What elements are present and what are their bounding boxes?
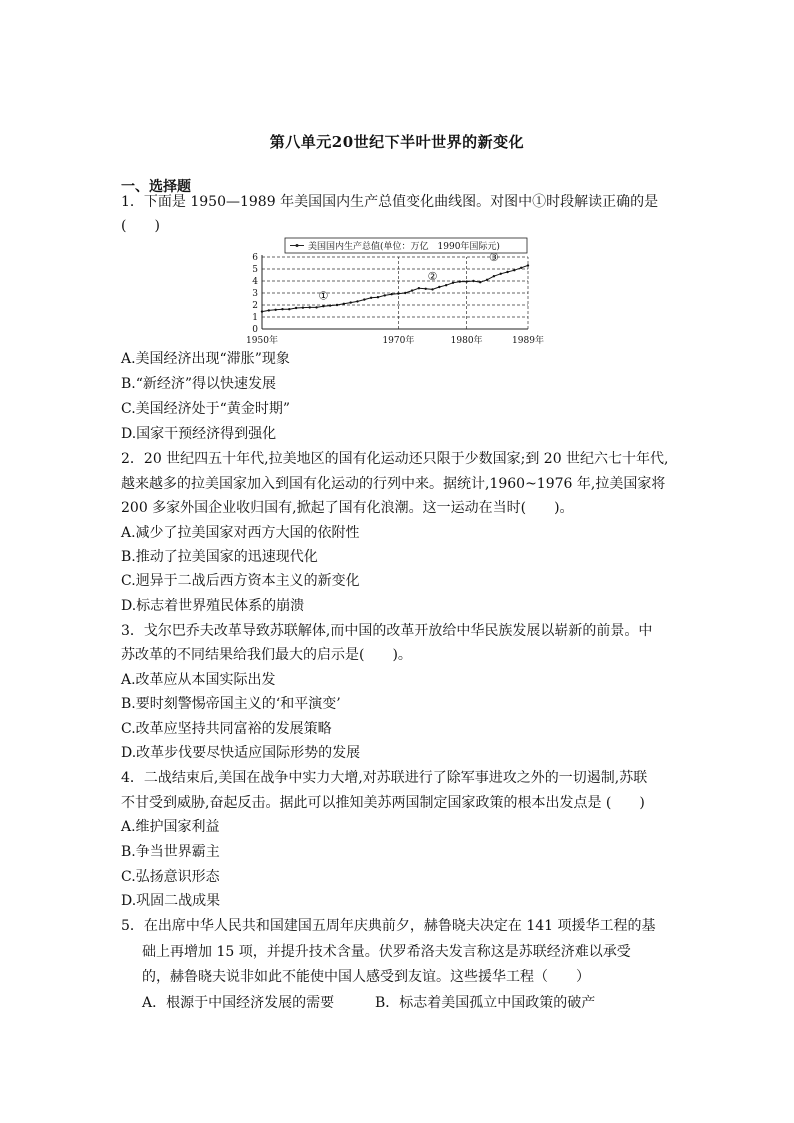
y-tick-label-3: 3 — [252, 289, 258, 299]
q2-stem-line-3: 200 多家外国企业收归国有,掀起了国有化浪潮。这一运动在当时( )。 — [121, 500, 574, 516]
gdp-point-1977 — [445, 284, 447, 286]
gdp-point-1980 — [465, 280, 467, 282]
q5-stem-line-2: 础上再增加 15 项，并提升技术含量。伏罗希洛夫发言称这是苏联经济难以承受 — [142, 944, 631, 960]
q1-option-a: A.美国经济出现“滞胀”现象 — [121, 351, 290, 367]
gdp-point-1965 — [363, 298, 365, 300]
gdp-point-1960 — [329, 304, 331, 306]
page-title: 第八单元20世纪下半叶世界的新变化 — [269, 133, 525, 151]
y-tick-label-5: 5 — [252, 265, 258, 275]
q4-stem-line-2: 不甘受到威胁,奋起反击。据此可以推知美苏两国制定国家政策的根本出发点是 ( ) — [121, 795, 645, 811]
gdp-point-1951 — [268, 309, 270, 311]
gdp-point-1984 — [493, 275, 495, 277]
gdp-point-1955 — [295, 307, 297, 309]
section-heading: 一、选择题 — [121, 179, 191, 195]
y-tick-label-1: 1 — [252, 313, 258, 323]
q2-stem-line-2: 越来越多的拉美国家加入到国有化运动的行列中来。据统计,1960~1976 年,拉美国家将 — [121, 476, 666, 492]
q5-stem-line-3: 的，赫鲁晓夫说非如此不能使中国人感受到友谊。这些援华工程（ ） — [142, 969, 590, 985]
gdp-point-1971 — [404, 292, 406, 294]
y-tick-label-4: 4 — [252, 277, 258, 287]
gdp-point-1979 — [459, 280, 461, 282]
q3-option-c: C.改革应坚持共同富裕的发展策略 — [121, 721, 332, 737]
x-tick-label-1980年: 1980年 — [450, 336, 483, 346]
gdp-point-1953 — [281, 308, 283, 310]
q4-option-c: C.弘扬意识形态 — [121, 869, 220, 885]
chart-legend-marker — [296, 244, 299, 247]
q5-option-a: A．根源于中国经济发展的需要 — [142, 995, 335, 1011]
q1-option-c: C.美国经济处于“黄金时期” — [121, 401, 290, 417]
gdp-point-1952 — [274, 309, 276, 311]
gdp-point-1967 — [377, 296, 379, 298]
gdp-point-1959 — [322, 305, 324, 307]
gdp-point-1957 — [309, 306, 311, 308]
gdp-point-1962 — [343, 303, 345, 305]
x-tick-label-1970年: 1970年 — [382, 336, 415, 346]
q5-option-b: B．标志着美国孤立中国政策的破产 — [375, 995, 596, 1011]
gdp-point-1973 — [418, 287, 420, 289]
x-tick-label-1950年: 1950年 — [246, 336, 278, 346]
y-tick-label-0: 0 — [252, 325, 258, 335]
q1-stem-line-1: 1．下面是 1950—1989 年美国国内生产总值变化曲线图。对图中①时段解读正确的是 — [121, 194, 659, 210]
q2-option-b: B.推动了拉美国家的迅速现代化 — [121, 549, 318, 565]
gdp-point-1966 — [370, 297, 372, 299]
gdp-point-1970 — [397, 292, 399, 294]
gdp-point-1981 — [472, 280, 474, 282]
gdp-point-1978 — [452, 282, 454, 284]
q2-option-c: C.迥异于二战后西方资本主义的新变化 — [121, 573, 360, 589]
q4-option-d: D.巩固二战成果 — [121, 893, 221, 909]
annotation-3: ③ — [488, 251, 499, 264]
q1-option-d: D.国家干预经济得到强化 — [121, 426, 277, 442]
gdp-point-1987 — [513, 269, 515, 271]
annotation-1: ① — [318, 289, 329, 303]
gdp-line-chart — [246, 236, 556, 348]
q3-option-a: A.改革应从本国实际出发 — [121, 672, 276, 688]
gdp-point-1954 — [288, 308, 290, 310]
gdp-point-1964 — [356, 300, 358, 302]
gdp-point-1983 — [486, 279, 488, 281]
q1-option-b: B.“新经济”得以快速发展 — [121, 376, 277, 392]
gdp-point-1950 — [261, 310, 263, 312]
gdp-point-1986 — [506, 271, 508, 273]
q1-stem-line-2: ( ) — [121, 218, 160, 234]
q3-option-b: B.要时刻警惕帝国主义的‘和平演变’ — [121, 696, 341, 712]
gdp-point-1975 — [431, 288, 433, 290]
gdp-point-1958 — [315, 306, 317, 308]
q4-option-b: B.争当世界霸主 — [121, 844, 220, 860]
gdp-point-1989 — [527, 264, 529, 266]
q3-stem-line-1: 3．戈尔巴乔夫改革导致苏联解体,而中国的改革开放给中华民族发展以崭新的前景。中 — [121, 623, 653, 639]
y-tick-label-6: 6 — [252, 253, 258, 263]
gdp-point-1972 — [411, 289, 413, 291]
gdp-point-1961 — [336, 304, 338, 306]
q3-stem-line-2: 苏改革的不同结果给我们最大的启示是( )。 — [121, 647, 412, 663]
gdp-point-1988 — [520, 267, 522, 269]
q2-option-a: A.减少了拉美国家对西方大国的依附性 — [121, 525, 360, 541]
annotation-2: ② — [427, 270, 438, 284]
gdp-point-1963 — [349, 301, 351, 303]
q2-stem-line-1: 2．20 世纪四五十年代,拉美地区的国有化运动还只限于少数国家;到 20 世纪六七十年代, — [121, 451, 669, 467]
gdp-point-1956 — [302, 306, 304, 308]
x-tick-label-1989年: 1989年 — [512, 336, 544, 346]
gdp-point-1982 — [479, 281, 481, 283]
chart-legend-text: 美国国内生产总值(单位：万亿 1990年国际元) — [308, 242, 500, 252]
q4-stem-line-1: 4．二战结束后,美国在战争中实力大增,对苏联进行了除军事进攻之外的一切遏制,苏联 — [121, 770, 648, 786]
q2-option-d: D.标志着世界殖民体系的崩溃 — [121, 598, 305, 614]
q4-option-a: A.维护国家利益 — [121, 819, 220, 835]
gdp-point-1969 — [390, 293, 392, 295]
gdp-point-1974 — [424, 288, 426, 290]
y-tick-label-2: 2 — [252, 301, 258, 311]
q3-option-d: D.改革步伐要尽快适应国际形势的发展 — [121, 745, 361, 761]
q5-stem-line-1: 5．在出席中华人民共和国建国五周年庆典前夕，赫鲁晓夫决定在 141 项援华工程的基 — [121, 918, 656, 934]
gdp-point-1968 — [384, 294, 386, 296]
gdp-point-1976 — [438, 286, 440, 288]
gdp-point-1985 — [500, 273, 502, 275]
